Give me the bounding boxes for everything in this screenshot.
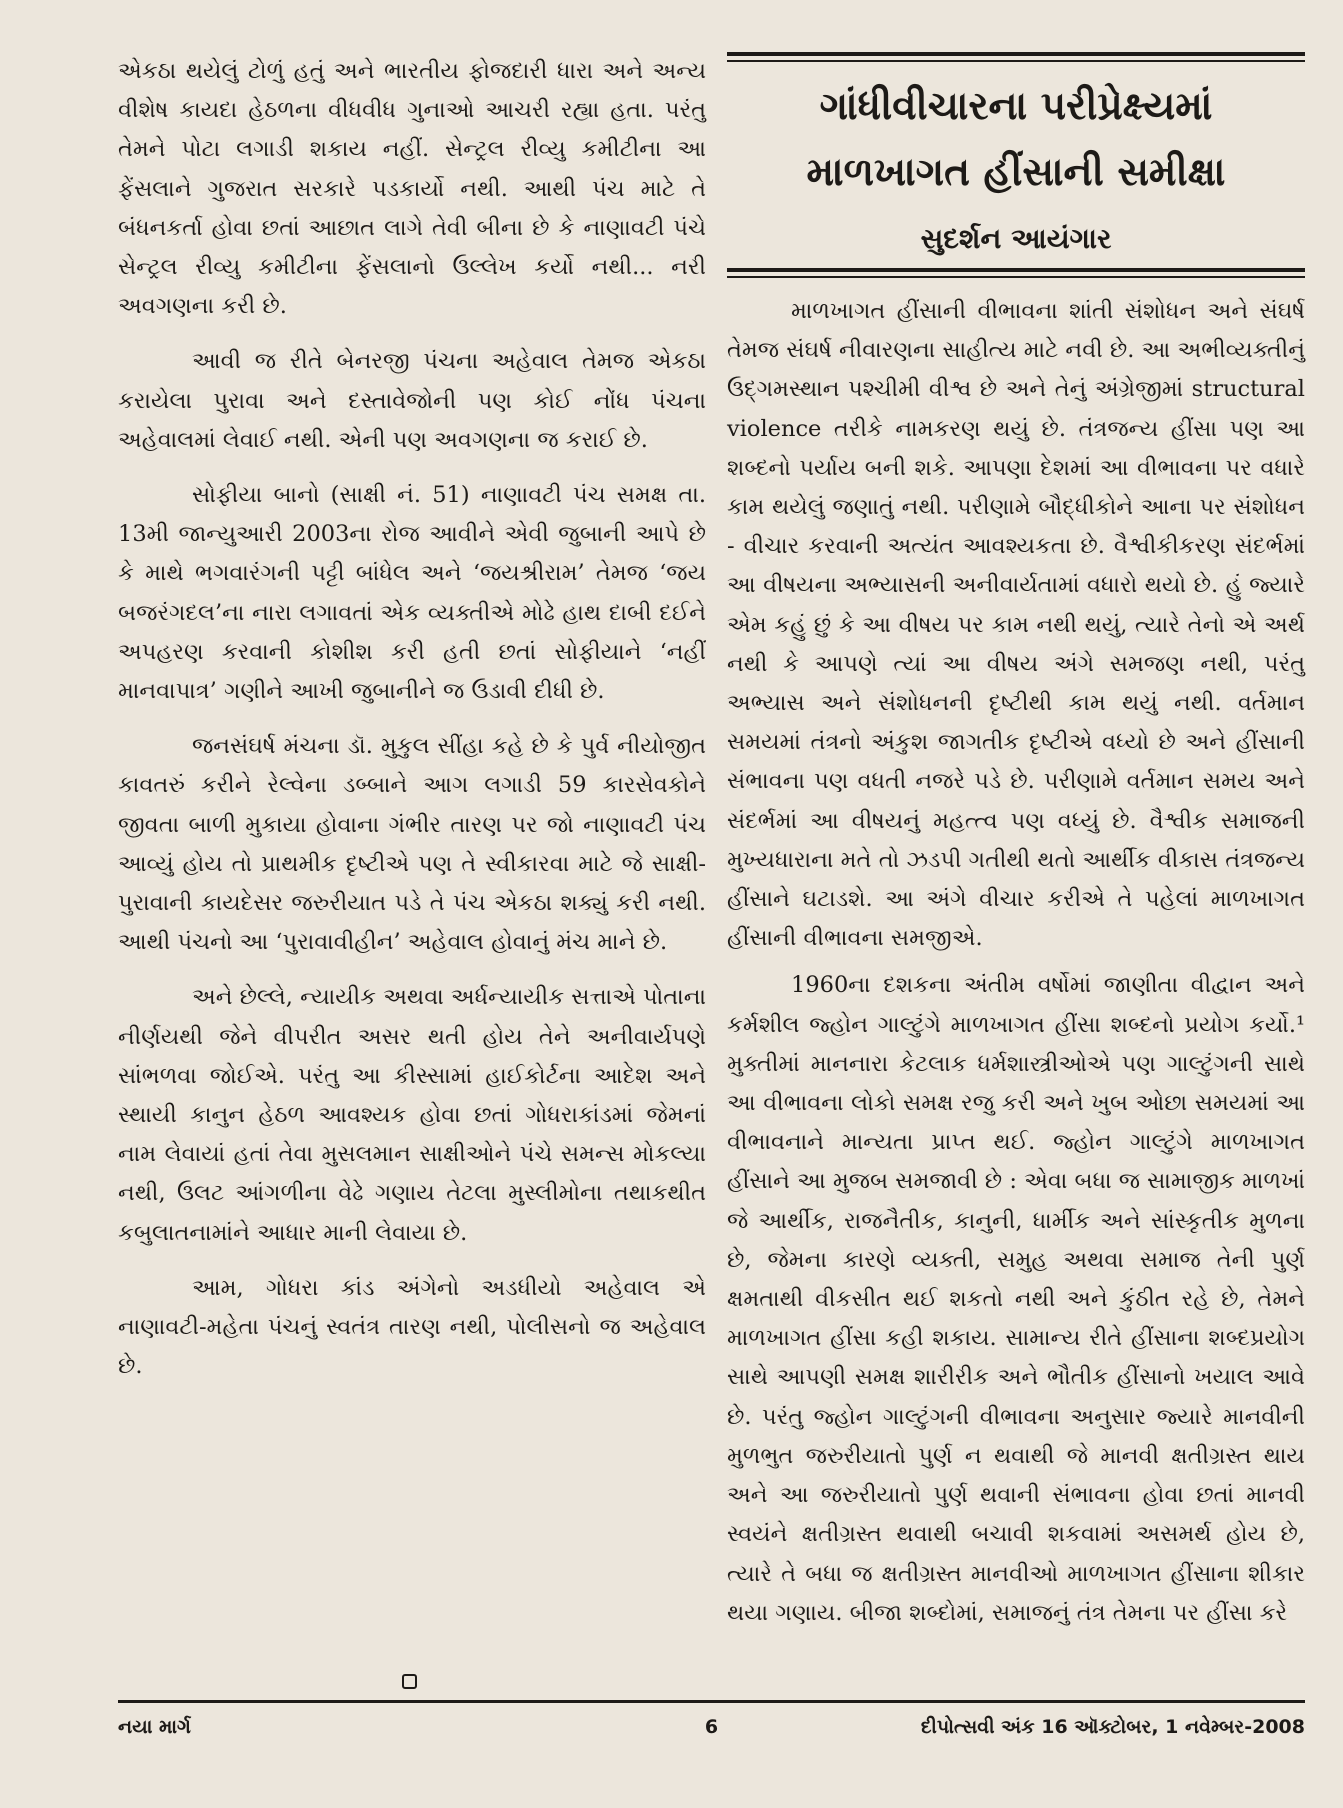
- footer-rule: [118, 1700, 1305, 1703]
- title-top-rule: [727, 52, 1305, 56]
- left-paragraph-3: સોફીયા બાનો (સાક્ષી નં. 51) નાણાવટી પંચ સમક્ષ તા. 13મી જાન્યુઆરી 2003ના રોજ આવીને એવી જુબાની આપે છે કે માથે ભગવારંગની પટ્ટી બાંધેલ અને ‘જયશ્રીરામ’ તેમજ ‘જય બજરંગદલ’ના નારા લગાવતાં એક વ્યક્તીએ મોઢે હાથ દાબી દઈને અપહરણ કરવાની કોશીશ કરી હતી છતાં સોફીયાને ‘નહીં માનવાપાત્ર’ ગણીને આખી જુબાનીને જ ઉડાવી દીધી છે.: [118, 482, 706, 705]
- left-paragraph-2: આવી જ રીતે બેનરજી પંચના અહેવાલ તેમજ એકઠા કરાયેલા પુરાવા અને દસ્તાવેજોની પણ કોઈ નોંધ પંચના અહેવાલમાં લેવાઈ નથી. એની પણ અવગણના જ કરાઈ છે.: [118, 348, 706, 453]
- article-title: [727, 74, 1305, 206]
- left-paragraph-6: આમ, ગોધરા કાંડ અંગેનો અડધીયો અહેવાલ એ નાણાવટી-મહેતા પંચનું સ્વતંત્ર તારણ નથી, પોલીસનો જ અહેવાલ છે.: [118, 1274, 706, 1380]
- left-paragraph-5: અને છેલ્લે, ન્યાયીક અથવા અર્ધન્યાયીક સત્તાએ પોતાના નીર્ણયથી જેને વીપરીત અસર થતી હોય તેને અનીવાર્યપણે સાંભળવા જોઈએ. પરંતુ આ કીસ્સામાં હાઈકોર્ટના આદેશ અને સ્થાયી કાનુન હેઠળ આવશ્યક હોવા છતાં ગોધરાકાંડમાં જેમનાં નામ લેવાયાં હતાં તેવા મુસલમાન સાક્ષીઓને પંચે સમન્સ મોકલ્યા નથી, ઉલટ આંગળીના વેઢે ગણાય તેટલા મુસ્લીમોના તથાકથીત કબુલાતનામાંને આધાર માની લેવાયા છે.: [118, 984, 706, 1246]
- title-bottom-rule: [727, 268, 1305, 272]
- article-title-line-2: માળખાગત હીંસાની સમીક્ષા: [806, 150, 1226, 195]
- right-column: [727, 52, 1305, 1641]
- page-footer: [118, 1716, 1305, 1750]
- article-paragraph-1: માળખાગત હીંસાની વીભાવના શાંતી સંશોધન અને સંઘર્ષ તેમજ સંઘર્ષ નીવારણના સાહીત્ય માટે નવી છે. આ અભીવ્યક્તીનું ઉદ્‌ગમસ્થાન પશ્ચીમી વીશ્વ છે અને તેનું અંગ્રેજીમાં structural violence તરીકે નામકરણ થયું છે. તંત્રજન્ય હીંસા પણ આ શબ્દનો પર્યાય બની શકે. આપણા દેશમાં આ વીભાવના પર વધારે કામ થયેલું જણાતું નથી. પરીણામે બૌદ્ધીકોને આના પર સંશોધન - વીચાર કરવાની અત્યંત આવશ્યકતા છે. વૈશ્વીકીકરણ સંદર્ભમાં આ વીષયના અભ્યાસની અનીવાર્યતામાં વધારો થયો છે. હું જ્યારે એમ કહું છું કે આ વીષય પર કામ નથી થયું, ત્યારે તેનો એ અર્થ નથી કે આપણે ત્યાં આ વીષય અંગે સમજણ નથી, પરંતુ અભ્યાસ અને સંશોધનની દૃષ્ટીથી કામ થયું નથી. વર્તમાન સમયમાં તંત્રનો અંકુશ જાગતીક દૃષ્ટીએ વધ્યો છે અને હીંસાની સંભાવના પણ વધતી નજરે પડે છે. પરીણામે વર્તમાન સમય અને સંદર્ભમાં આ વીષયનું મહત્ત્વ પણ વધ્યું છે. વૈશ્વીક સમાજની મુખ્યધારાના મતે તો ઝડપી ગતીથી થતો આર્થીક વીકાસ તંત્રજન્ય હીંસાને ઘટાડશે. આ અંગે વીચાર કરીએ તે પહેલાં માળખાગત હીંસાની વીભાવના સમજીએ.: [727, 298, 1305, 952]
- left-paragraph-1: એકઠા થયેલું ટોળું હતું અને ભારતીય ફોજદારી ધારા અને અન્ય વીશેષ કાયદા હેઠળના વીધવીધ ગુનાઓ આચરી રહ્યા હતા. પરંતુ તેમને પોટા લગાડી શકાય નહીં. સેન્ટ્રલ રીવ્યુ કમીટીના આ ફેંસલાને ગુજરાત સરકારે પડકાર્યો નથી. આથી પંચ માટે તે બંધનકર્તા હોવા છતાં આછાત લાગે તેવી બીના છે કે નાણાવટી પંચે સેન્ટ્રલ રીવ્યુ કમીટીના ફેંસલાનો ઉલ્લેખ કર્યો નથી... નરી અવગણના કરી છે.: [118, 58, 706, 320]
- article-body: [727, 292, 1305, 1633]
- article-title-line-1: ગાંધીવીચારના પરીપ્રેક્ષ્યમાં: [819, 84, 1213, 129]
- article-author: સુદર્શન આયંગાર: [920, 222, 1112, 255]
- footer-page-number: 6: [704, 1716, 719, 1738]
- title-bottom-rule-thin: [727, 276, 1305, 278]
- footer-magazine-name: નયા માર્ગ: [118, 1716, 191, 1738]
- left-column: [118, 52, 706, 1403]
- title-top-rule-thin: [727, 60, 1305, 62]
- article-end-mark: [402, 1674, 417, 1689]
- left-paragraph-4: જનસંઘર્ષ મંચના ડૉ. મુકુલ સીંહા કહે છે કે પુર્વ નીયોજીત કાવતરું કરીને રેલ્વેના ડબ્બાને આગ લગાડી 59 કારસેવકોને જીવતા બાળી મુકાયા હોવાના ગંભીર તારણ પર જો નાણાવટી પંચ આવ્યું હોય તો પ્રાથમીક દૃષ્ટીએ પણ તે સ્વીકારવા માટે જે સાક્ષી-પુરાવાની કાયદેસર જરુરીયાત પડે તે પંચ એકઠા શક્યું કરી નથી. આથી પંચનો આ ‘પુરાવાવીહીન’ અહેવાલ હોવાનું મંચ માને છે.: [118, 733, 706, 956]
- footer-issue-date: દીપોત્સવી અંક 16 ઑક્ટોબર, 1 નવેમ્બર-2008: [920, 1716, 1305, 1738]
- article-paragraph-2: 1960ના દશકના અંતીમ વર્ષોમાં જાણીતા વીદ્વાન અને કર્મશીલ જ્હોન ગાલ્ટુંગે માળખાગત હીંસા શબ્દનો પ્રયોગ કર્યો.¹ મુક્તીમાં માનનારા કેટલાક ધર્મશાસ્ત્રીઓએ પણ ગાલ્ટુંગની સાથે આ વીભાવના લોકો સમક્ષ રજુ કરી અને ખુબ ઓછા સમયમાં આ વીભાવનાને માન્યતા પ્રાપ્ત થઈ. જ્હોન ગાલ્ટુંગે માળખાગત હીંસાને આ મુજબ સમજાવી છે : એવા બધા જ સામાજીક માળખાં જે આર્થીક, રાજનૈતીક, કાનુની, ધાર્મીક અને સાંસ્કૃતીક મુળના છે, જેમના કારણે વ્યક્તી, સમુહ અથવા સમાજ તેની પુર્ણ ક્ષમતાથી વીકસીત થઈ શકતો નથી અને કુંઠીત રહે છે, તેમને માળખાગત હીંસા કહી શકાય. સામાન્ય રીતે હીંસાના શબ્દપ્રયોગ સાથે આપણી સમક્ષ શારીરીક અને ભૌતીક હીંસાનો ખયાલ આવે છે. પરંતુ જ્હોન ગાલ્ટુંગની વીભાવના અનુસાર જ્યારે માનવીની મુળભુત જરુરીયાતો પુર્ણ ન થવાથી જે માનવી ક્ષતીગ્રસ્ત થાય અને આ જરુરીયાતો પુર્ણ થવાની સંભાવના હોવા છતાં માનવી સ્વયંને ક્ષતીગ્રસ્ત થવાથી બચાવી શકવામાં અસમર્થ હોય છે, ત્યારે તે બધા જ ક્ષતીગ્રસ્ત માનવીઓ માળખાગત હીંસાના શીકાર થયા ગણાય. બીજા શબ્દોમાં, સમાજનું તંત્ર તેમના પર હીંસા કરે: [727, 972, 1305, 1626]
